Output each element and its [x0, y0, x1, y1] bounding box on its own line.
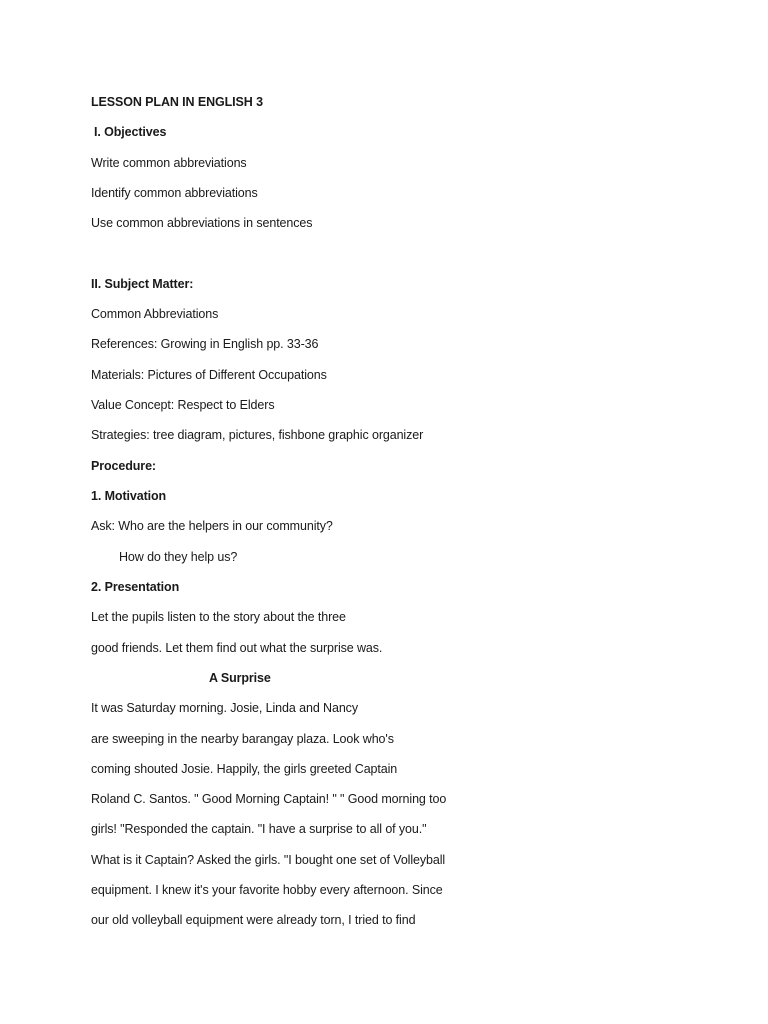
objective-item: Write common abbreviations [91, 156, 247, 170]
story-title: A Surprise [209, 671, 271, 685]
subject-matter-heading: II. Subject Matter: [91, 277, 194, 291]
story-line: coming shouted Josie. Happily, the girls greeted Captain [91, 762, 398, 776]
motivation-question: Ask: Who are the helpers in our community? [91, 519, 333, 533]
procedure-heading: Procedure: [91, 459, 156, 473]
story-line: Roland C. Santos. " Good Morning Captain! " " Good morning too [91, 792, 447, 806]
motivation-heading: 1. Motivation [91, 489, 167, 503]
story-line: girls! "Responded the captain. "I have a surprise to all of you." [91, 822, 427, 836]
subject-matter: Common Abbreviations [91, 307, 219, 321]
story-line: equipment. I knew it's your favorite hobby every afternoon. Since [91, 883, 443, 897]
objectives-heading: I. Objectives [94, 125, 167, 139]
materials: Materials: Pictures of Different Occupations [91, 368, 327, 382]
presentation-line: good friends. Let them find out what the surprise was. [91, 641, 383, 655]
document-title: LESSON PLAN IN ENGLISH 3 [91, 95, 263, 109]
motivation-question-2: How do they help us? [119, 550, 238, 564]
presentation-heading: 2. Presentation [91, 580, 180, 594]
value-concept: Value Concept: Respect to Elders [91, 398, 275, 412]
presentation-line: Let the pupils listen to the story about the three [91, 610, 346, 624]
strategies: Strategies: tree diagram, pictures, fishbone graphic organizer [91, 428, 424, 442]
story-line: What is it Captain? Asked the girls. "I bought one set of Volleyball [91, 853, 446, 867]
story-line: are sweeping in the nearby barangay plaza. Look who's [91, 732, 394, 746]
references: References: Growing in English pp. 33-36 [91, 337, 319, 351]
story-line: our old volleyball equipment were already torn, I tried to find [91, 913, 416, 927]
objective-item: Use common abbreviations in sentences [91, 216, 313, 230]
objective-item: Identify common abbreviations [91, 186, 258, 200]
story-line: It was Saturday morning. Josie, Linda and Nancy [91, 701, 358, 715]
